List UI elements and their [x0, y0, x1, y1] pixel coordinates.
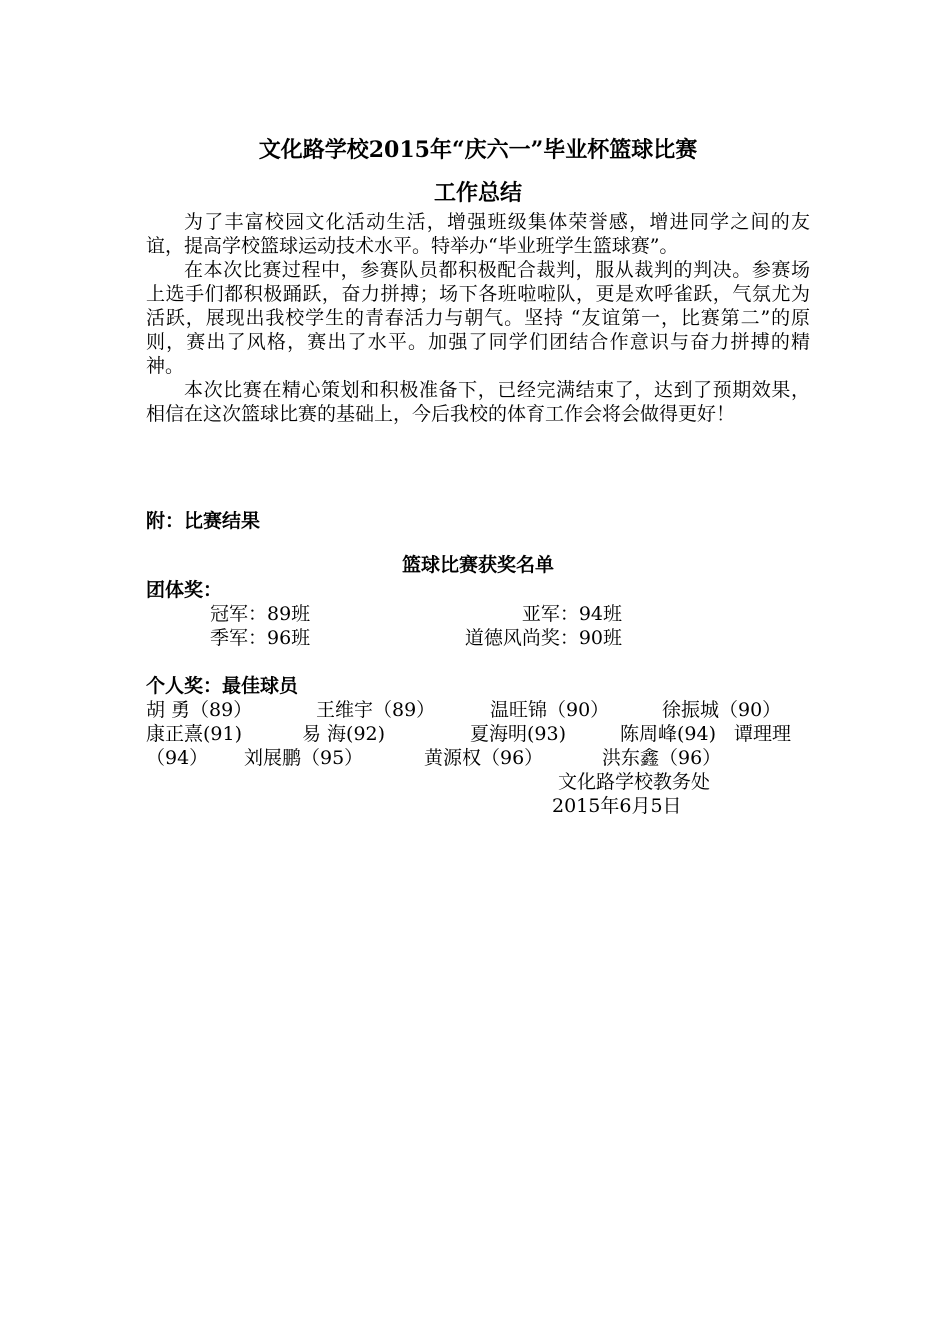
signature-block: [146, 770, 810, 818]
player-item: 黄源权（96）: [424, 747, 544, 769]
award-list-title: 篮球比赛获奖名单: [401, 554, 554, 576]
player-item: 王维宇（89）: [316, 699, 436, 721]
paragraph-intro: 为了丰富校园文化活动生活，增强班级集体荣誉感，增进同学之间的友谊，提高学校篮球运动技术水平。特举办“毕业班学生篮球赛”。: [146, 211, 810, 257]
paragraph-process: 在本次比赛过程中，参赛队员都积极配合裁判，服从裁判的判决。参赛场上选手们都积极踊跃，奋力拼搏；场下各班啦啦队，更是欢呼雀跃，气氛尤为活跃，展现出我校学生的青春活力与朝气。坚持 “友谊第一，比赛第二”的原则，赛出了风格，赛出了水平。加强了同学们团结合作意识与奋力拼搏的精神。: [146, 259, 810, 377]
player-item-wrap-end: （94）: [146, 747, 209, 769]
document-title: 文化路学校2015年“庆六一”毕业杯篮球比赛: [258, 137, 698, 163]
player-item: 徐振城（90）: [662, 699, 782, 721]
award-champion: 冠军：89班: [210, 603, 311, 625]
player-item: 易 海(92): [302, 723, 386, 745]
document-page: [146, 132, 810, 818]
player-item: 洪东鑫（96）: [602, 747, 722, 769]
player-item: 刘展鹏（95）: [244, 747, 364, 769]
player-item: 夏海明(93): [470, 723, 567, 745]
player-item: 温旺锦（90）: [490, 699, 610, 721]
player-item: 康正熹(91): [146, 723, 243, 745]
signature-office: 文化路学校教务处: [558, 771, 711, 793]
appendix-label: 附：比赛结果: [146, 510, 261, 532]
player-item: 陈周峰(94): [620, 723, 717, 745]
player-line-3: [146, 746, 810, 770]
individual-award-label: 个人奖：最佳球员: [146, 675, 299, 697]
paragraph-conclusion: 本次比赛在精心策划和积极准备下，已经完满结束了，达到了预期效果，相信在这次篮球比赛的基础上，今后我校的体育工作会将会做得更好！: [146, 379, 810, 425]
player-item: 胡 勇（89）: [146, 699, 253, 721]
award-row-1: [146, 602, 810, 626]
signature-date: 2015年6月5日: [552, 795, 682, 817]
player-list: [146, 698, 810, 770]
player-line-1: [146, 698, 810, 722]
team-award-label: 团体奖：: [146, 579, 223, 601]
award-sportsmanship: 道德风尚奖：90班: [464, 627, 622, 649]
award-runner-up: 亚军：94班: [521, 603, 622, 625]
player-line-2: [146, 722, 810, 746]
award-row-2: [146, 626, 810, 650]
award-third: 季军：96班: [210, 627, 311, 649]
player-item-wrap-start: 谭理理: [734, 723, 792, 745]
document-subtitle: 工作总结: [433, 180, 522, 206]
